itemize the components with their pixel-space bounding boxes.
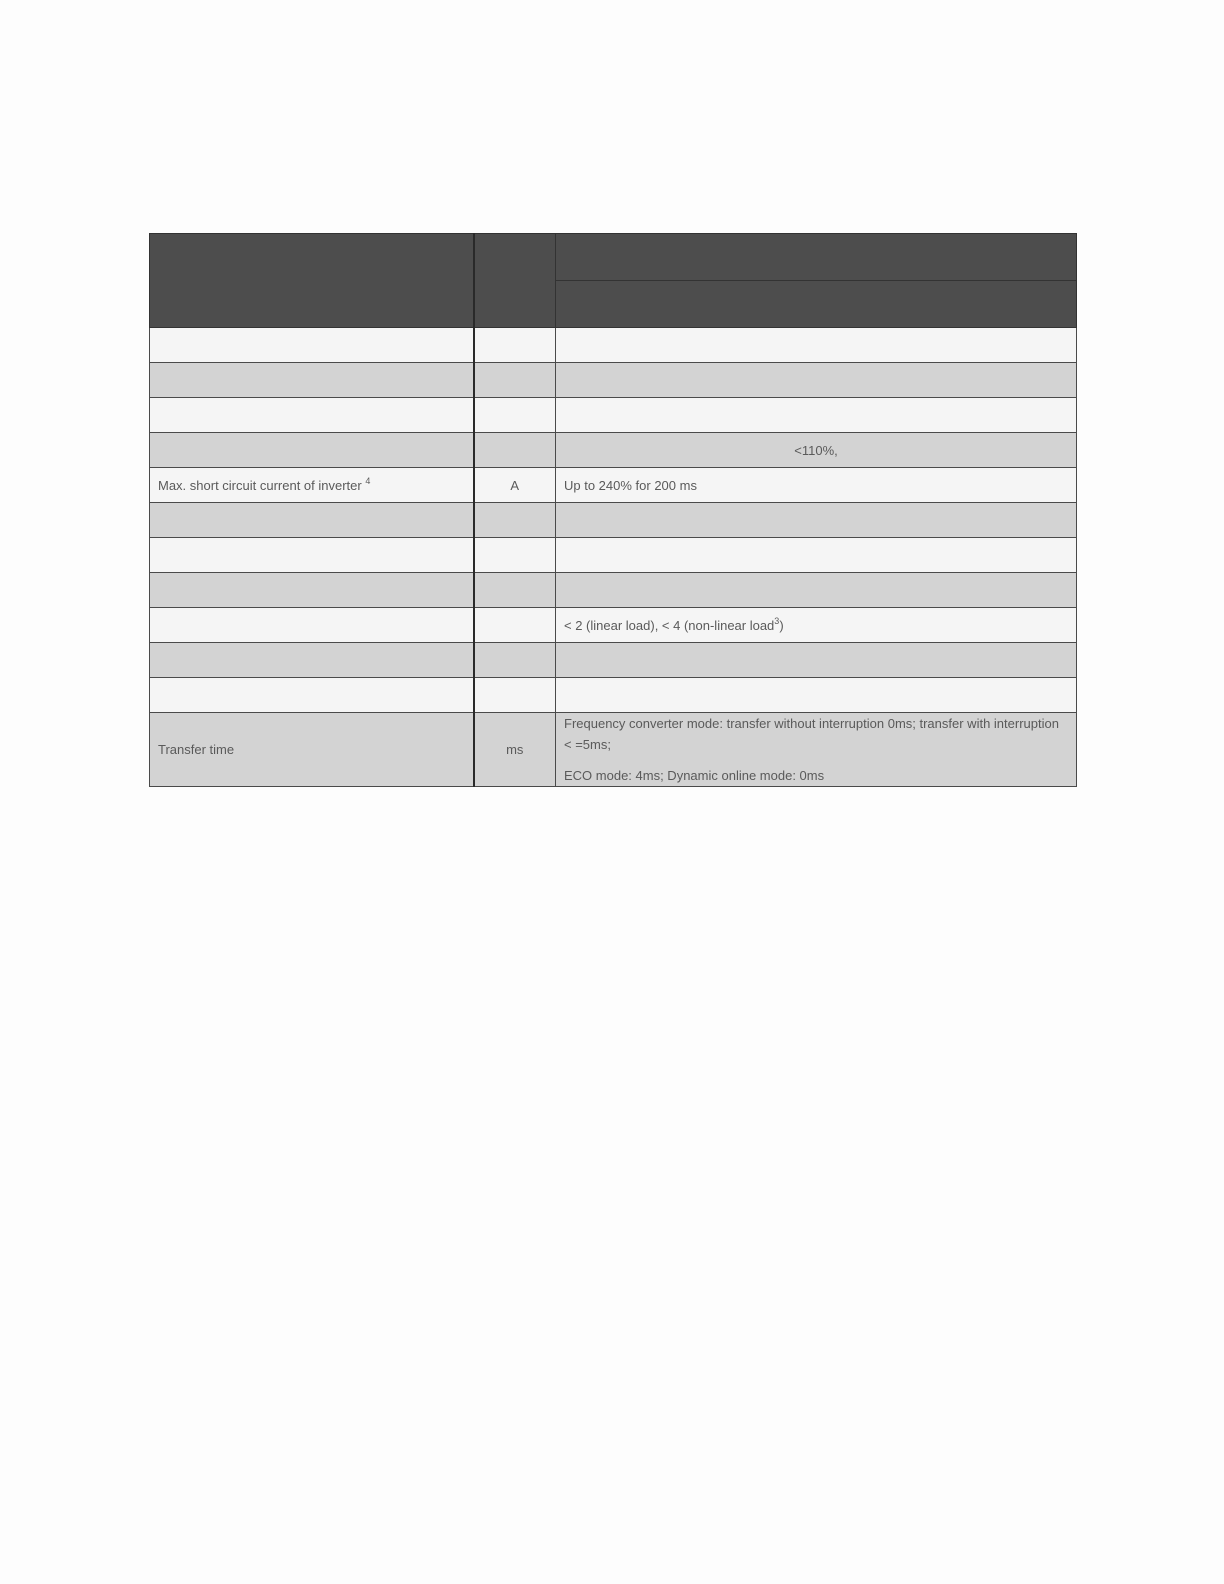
param-cell: [150, 573, 474, 608]
value-cell: [556, 608, 1077, 643]
param-cell: [150, 398, 474, 433]
value-cell: [556, 328, 1077, 363]
unit-cell: [474, 363, 556, 398]
header-value-sub-cell: [556, 281, 1077, 328]
header-value-top-cell: [556, 234, 1077, 281]
value-text: < 2 (linear load), < 4 (non-linear load: [564, 617, 775, 633]
unit-cell: [474, 608, 556, 643]
table-row: [150, 363, 1077, 398]
param-cell: [150, 678, 474, 713]
unit-cell: [474, 328, 556, 363]
table-body: [150, 328, 1077, 787]
unit-cell: [474, 538, 556, 573]
value-text: <110%,: [794, 442, 838, 458]
value-cell: [556, 363, 1077, 398]
unit-cell: [474, 643, 556, 678]
value-cell: [556, 643, 1077, 678]
value-cell: [556, 538, 1077, 573]
value-cell: [556, 433, 1077, 468]
param-cell: [150, 503, 474, 538]
table-row: [150, 608, 1077, 643]
table-row: [150, 573, 1077, 608]
param-cell: Transfer time: [150, 713, 474, 787]
table-row: [150, 713, 1077, 787]
param-cell: [150, 608, 474, 643]
param-cell: [150, 538, 474, 573]
unit-cell: [474, 573, 556, 608]
unit-cell: A: [474, 468, 556, 503]
value-paragraph: ECO mode: 4ms; Dynamic online mode: 0ms: [564, 768, 825, 783]
unit-cell: [474, 433, 556, 468]
unit-cell: [474, 678, 556, 713]
table-row: [150, 643, 1077, 678]
value-cell: Up to 240% for 200 ms: [556, 468, 1077, 503]
table-row: [150, 678, 1077, 713]
value-cell: [556, 503, 1077, 538]
value-cell: [556, 573, 1077, 608]
unit-cell: [474, 398, 556, 433]
unit-cell: [474, 503, 556, 538]
param-text: Max. short circuit current of inverter: [158, 477, 362, 493]
value-cell: [556, 713, 1077, 787]
table-header: [150, 234, 1077, 328]
table-row: [150, 538, 1077, 573]
unit-cell: ms: [474, 713, 556, 787]
value-paragraph: Frequency converter mode: transfer without interruption 0ms; transfer with interruption < =5ms;: [564, 716, 1059, 752]
value-text-end: ): [779, 617, 784, 633]
table-row: [150, 433, 1077, 468]
table-row: [150, 398, 1077, 433]
header-param-cell: [150, 234, 474, 328]
param-cell: [150, 468, 474, 503]
table-row: [150, 328, 1077, 363]
param-cell: [150, 363, 474, 398]
header-unit-cell: [474, 234, 556, 328]
param-cell: [150, 433, 474, 468]
footnote-marker: 4: [365, 475, 371, 486]
param-cell: [150, 643, 474, 678]
param-cell: [150, 328, 474, 363]
value-cell: [556, 678, 1077, 713]
table-row: [150, 468, 1077, 503]
table-row: [150, 503, 1077, 538]
footnote-marker: 3: [774, 615, 780, 626]
value-cell: [556, 398, 1077, 433]
spec-table: [149, 233, 1077, 787]
